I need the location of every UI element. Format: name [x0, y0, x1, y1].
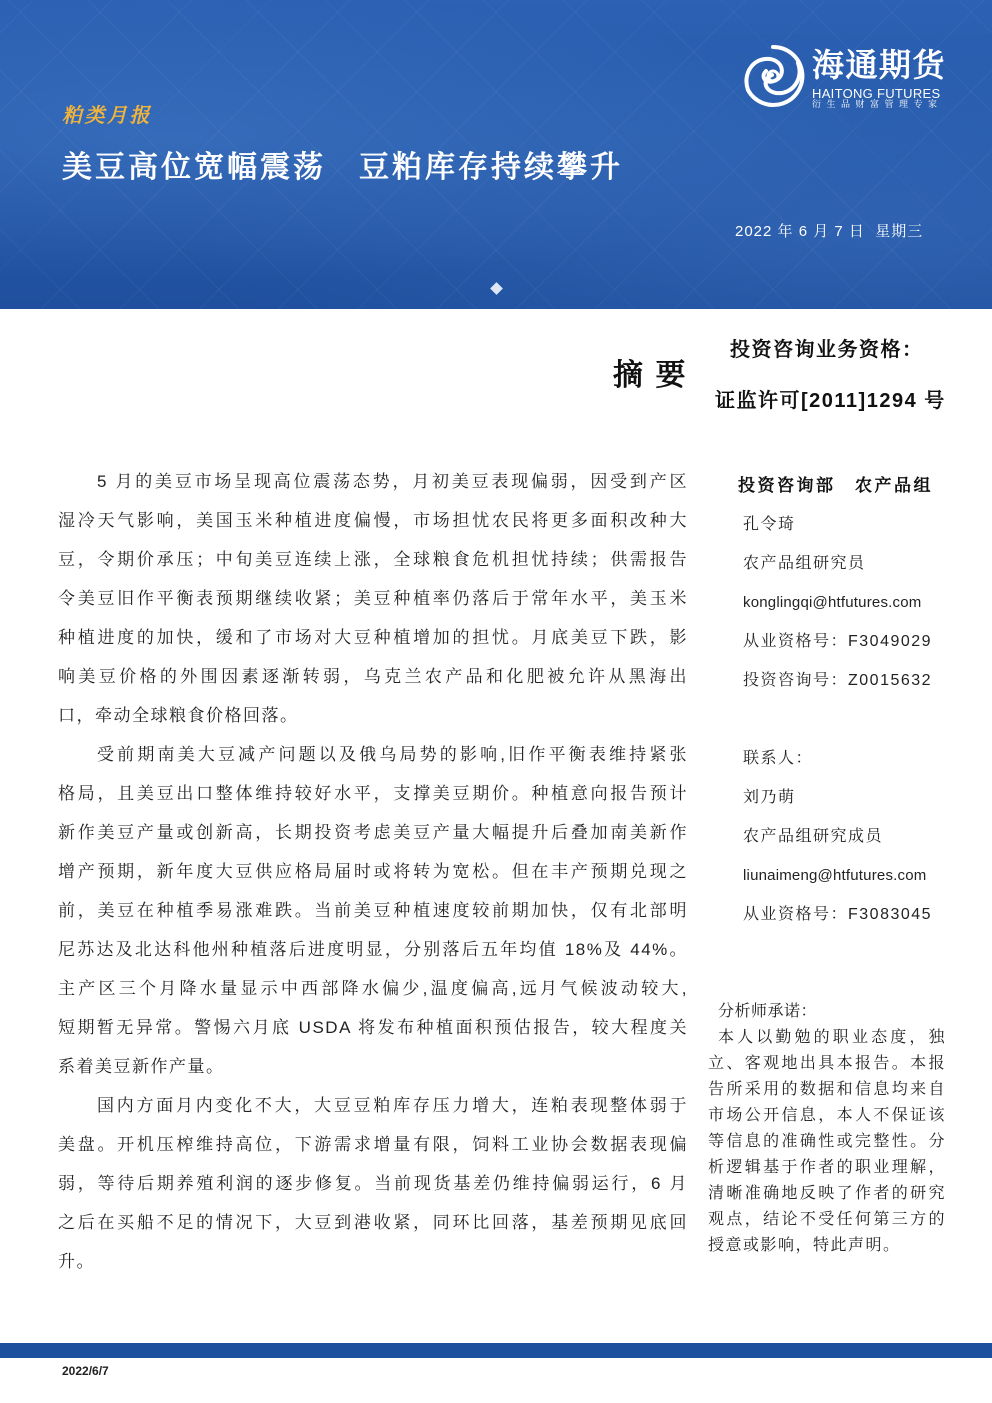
paragraph-line: 主产区三个月降水量显示中西部降水偏少,温度偏高,远月气候波动较大, [58, 979, 688, 998]
summary-heading: 摘 要 [613, 358, 687, 393]
logo-slogan: 衍生品财富管理专家 [812, 100, 943, 110]
footer-bar [0, 1343, 992, 1358]
qualification-label: 投资咨询业务资格： [730, 339, 924, 361]
analyst-email[interactable]: konglingqi@htfutures.com [743, 594, 922, 611]
logo-svg [740, 43, 806, 109]
paragraph-line: 湿冷天气影响，美国玉米种植进度偏慢，市场担忧农民将更多面积改种大 [58, 511, 688, 530]
summary-paragraph-3 [58, 1086, 688, 1281]
commitment-line: 立、客观地出具本报告。本报 [708, 1055, 946, 1072]
diamond-icon [490, 282, 503, 295]
swirl-logo-icon [740, 43, 806, 109]
report-category: 粕类月报 [62, 103, 152, 127]
paragraph-line: 5 月的美豆市场呈现高位震荡态势，月初美豆表现偏弱，因受到产区 [97, 472, 688, 491]
contact-label: 联系人： [743, 750, 814, 767]
summary-paragraph-2 [58, 735, 688, 1086]
paragraph-line: 响美豆价格的外围因素逐渐转弱，乌克兰农产品和化肥被允许从黑海出 [58, 667, 688, 686]
analyst-commitment [708, 1025, 946, 1259]
header-band [0, 0, 992, 309]
logo-name-cn: 海通期货 [812, 46, 947, 84]
paragraph-line: 受前期南美大豆减产问题以及俄乌局势的影响,旧作平衡表维持紧张 [97, 745, 688, 764]
commitment-line: 市场公开信息，本人不保证该 [708, 1107, 946, 1124]
commitment-line: 本人以勤勉的职业态度，独 [718, 1029, 946, 1046]
paragraph-line: 之后在买船不足的情况下，大豆到港收紧，同环比回落，基差预期见底回 [58, 1213, 688, 1232]
analyst-practice-id: 从业资格号：F3049029 [743, 633, 933, 650]
paragraph-line: 尼苏达及北达科他州种植落后进度明显，分别落后五年均值 18%及 44%。 [58, 940, 688, 959]
paragraph-line: 令美豆旧作平衡表预期继续收紧；美豆种植率仍落后于常年水平，美玉米 [58, 589, 688, 608]
paragraph-line: 升。 [58, 1252, 95, 1271]
paragraph-line: 增产预期，新年度大豆供应格局届时或将转为宽松。但在丰产预期兑现之 [58, 862, 688, 881]
paragraph-line: 短期暂无异常。警惕六月底 USDA 将发布种植面积预估报告，较大程度关 [58, 1018, 688, 1037]
license-number: 证监许可[2011]1294 号 [715, 390, 946, 412]
commitment-label: 分析师承诺： [718, 1003, 818, 1020]
contact-role: 农产品组研究成员 [743, 828, 884, 845]
logo-outer-arc [748, 47, 802, 105]
paragraph-line: 系着美豆新作产量。 [58, 1057, 225, 1076]
commitment-line: 析逻辑基于作者的职业理解， [708, 1159, 946, 1176]
paragraph-line: 美盘。开机压榨维持高位，下游需求增量有限，饲料工业协会数据表现偏 [58, 1135, 688, 1154]
commitment-line: 授意或影响，特此声明。 [708, 1237, 901, 1254]
paragraph-line: 弱，等待后期养殖利润的逐步修复。当前现货基差仍维持偏弱运行，6 月 [58, 1174, 688, 1193]
analyst-consult-id: 投资咨询号：Z0015632 [743, 672, 933, 689]
paragraph-line: 口，牵动全球粮食价格回落。 [58, 706, 299, 725]
summary-body [58, 462, 688, 1281]
footer-date: 2022/6/7 [62, 1364, 109, 1378]
paragraph-line: 种植进度的加快，缓和了市场对大豆种植增加的担忧。月底美豆下跌，影 [58, 628, 688, 647]
contact-email[interactable]: liunaimeng@htfutures.com [743, 867, 927, 884]
logo-name-en: HAITONG FUTURES [812, 86, 941, 101]
paragraph-line: 新作美豆产量或创新高，长期投资考虑美豆产量大幅提升后叠加南美新作 [58, 823, 688, 842]
paragraph-line: 格局，且美豆出口整体维持较好水平，支撑美豆期价。种植意向报告预计 [58, 784, 688, 803]
contact-practice-id: 从业资格号：F3083045 [743, 906, 933, 923]
contact-name: 刘乃萌 [743, 789, 796, 806]
paragraph-line: 前，美豆在种植季易涨难跌。当前美豆种植速度较前期加快，仅有北部明 [58, 901, 688, 920]
commitment-line: 告所采用的数据和信息均来自 [708, 1081, 946, 1098]
analyst-name: 孔令琦 [743, 516, 796, 533]
analyst-role: 农产品组研究员 [743, 555, 866, 572]
commitment-line: 等信息的准确性或完整性。分 [708, 1133, 946, 1150]
report-title: 美豆高位宽幅震荡 豆粕库存持续攀升 [62, 150, 623, 185]
summary-paragraph-1 [58, 462, 688, 735]
commitment-line: 观点，结论不受任何第三方的 [708, 1211, 946, 1228]
report-date: 2022 年 6 月 7 日 星期三 [735, 223, 924, 240]
sidebar-spacer [743, 700, 978, 739]
paragraph-line: 国内方面月内变化不大，大豆豆粕库存压力增大，连粕表现整体弱于 [97, 1096, 688, 1115]
department-heading: 投资咨询部 农产品组 [738, 476, 933, 495]
paragraph-line: 豆，令期价承压；中旬美豆连续上涨，全球粮食危机担忧持续；供需报告 [58, 550, 688, 569]
analyst-panel [738, 466, 978, 934]
commitment-line: 清晰准确地反映了作者的研究 [708, 1185, 946, 1202]
